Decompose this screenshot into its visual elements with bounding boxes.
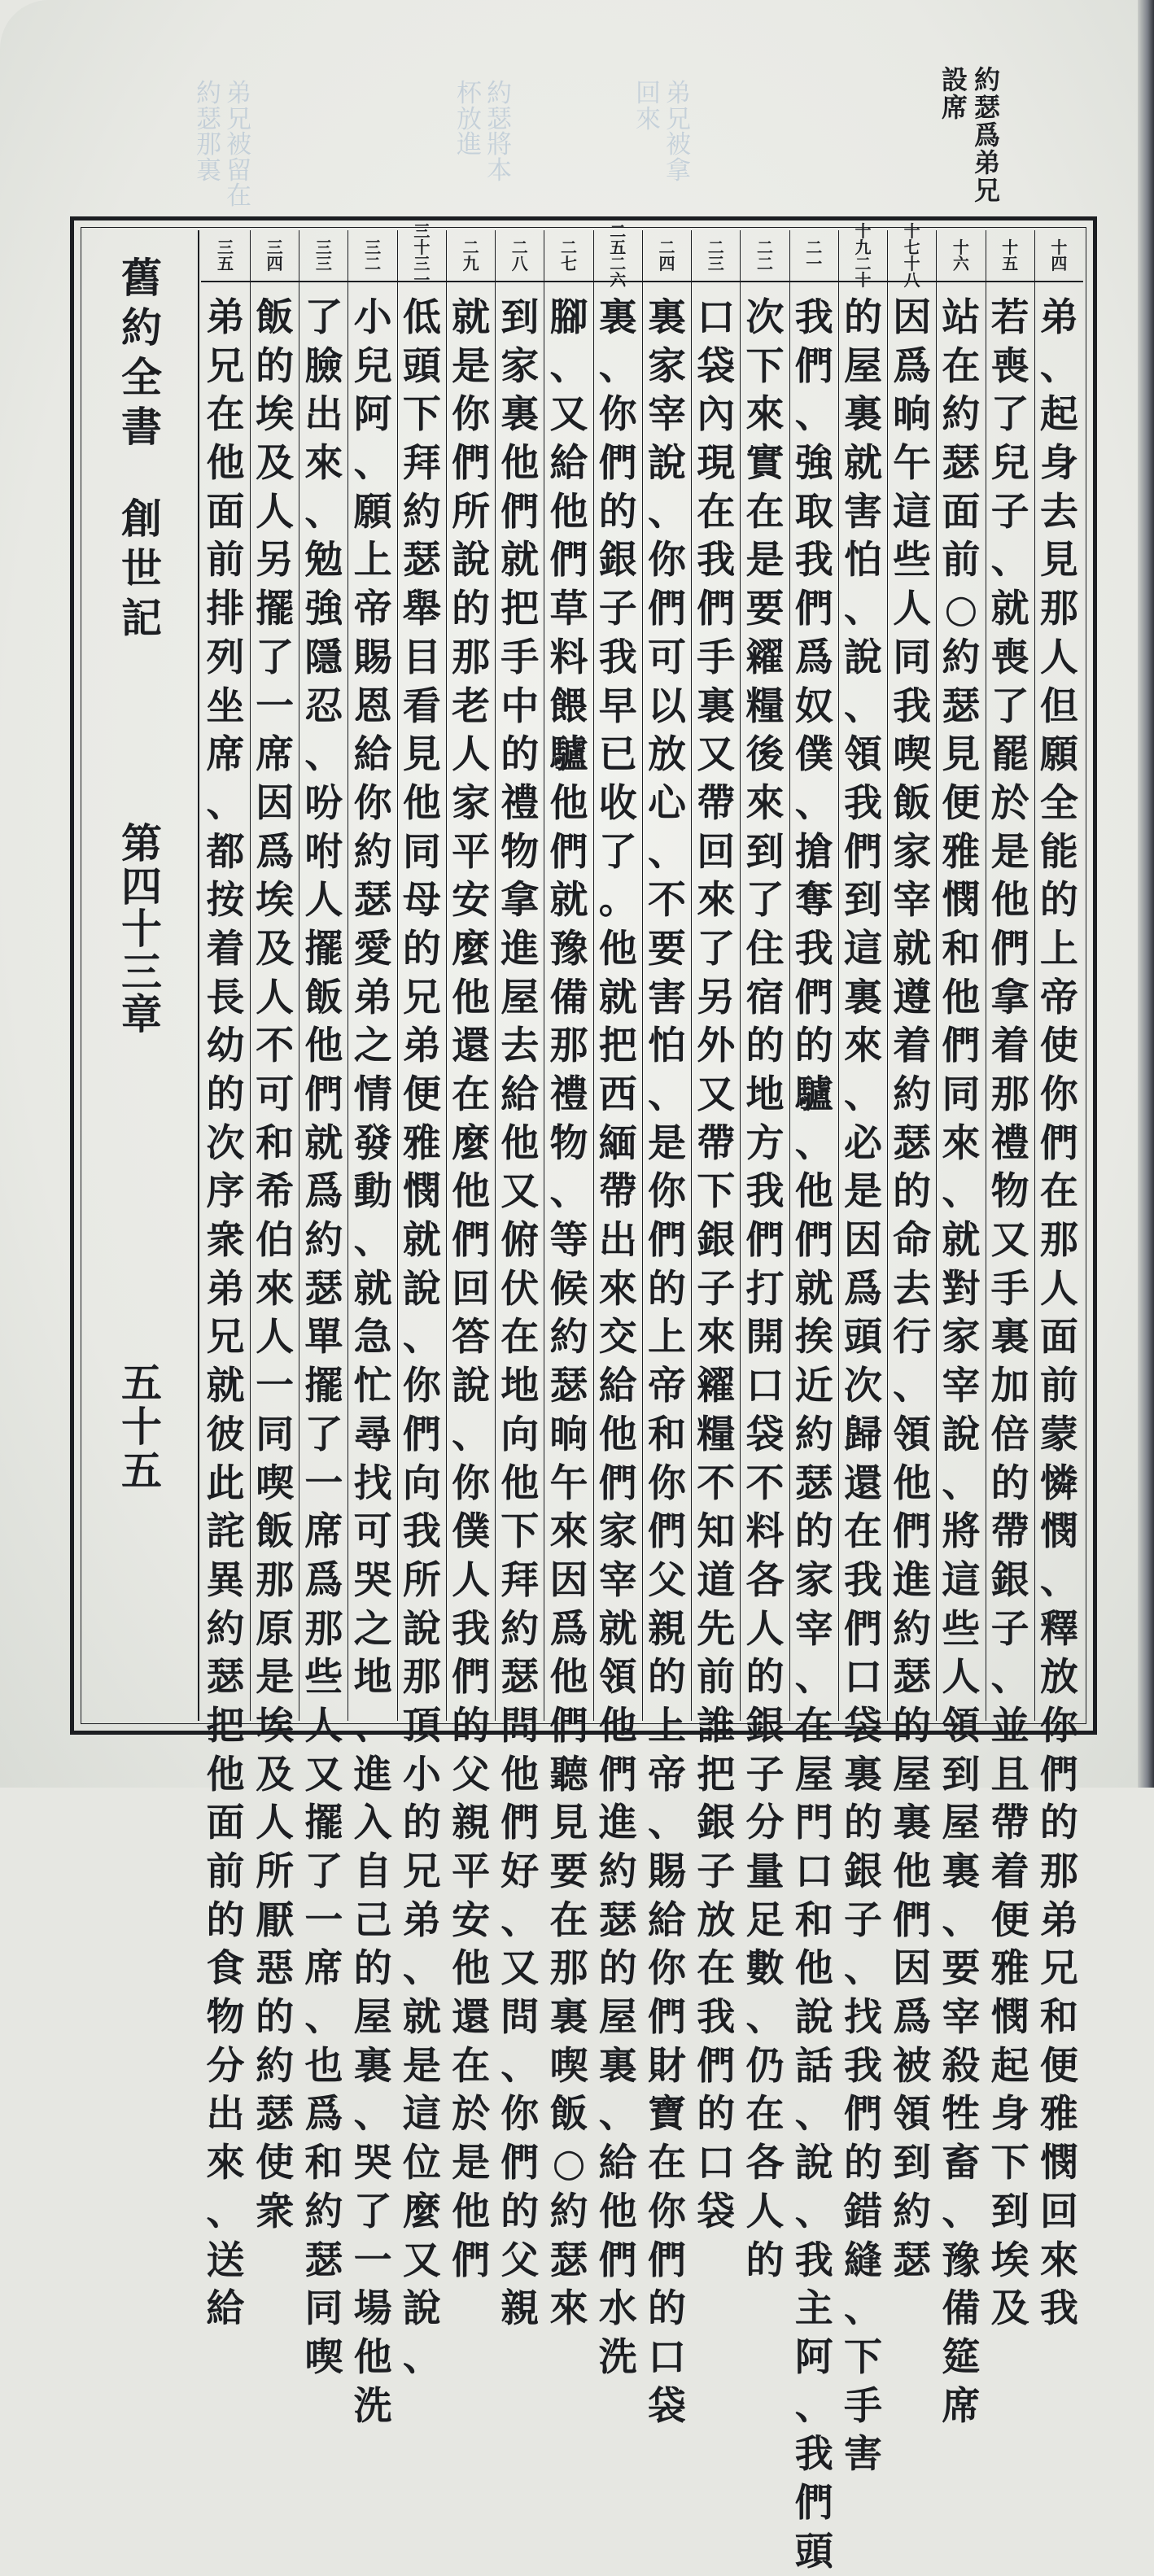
- text-frame: [70, 216, 1097, 2574]
- sidebar: [84, 230, 199, 1721]
- text-column: [201, 230, 250, 2332]
- verse-number-char: 七: [561, 254, 578, 273]
- text-column: [593, 221, 642, 2380]
- verse-number-char: 二: [756, 254, 773, 273]
- verse-number-char: 三: [216, 238, 234, 257]
- page-number-char: 五: [121, 1359, 162, 1407]
- verse-number-char: 五: [216, 254, 234, 273]
- verse-number-char: 四: [1051, 254, 1068, 273]
- page-number-char: 十: [121, 1403, 162, 1451]
- column-text: 腳 、 又 給 他 們 草 料 餵 驢 他 們 就 豫 備 那 禮 物 、 等 候 約 瑟 晌 午 來 因 爲 他 們 聽 見 要 在 那 裏 喫 飯 ○ 約 瑟 來: [549, 295, 588, 2332]
- verse-number-char: 五: [610, 238, 627, 257]
- title-char: 世: [121, 544, 162, 592]
- verse-number-char: 五: [1002, 254, 1019, 273]
- text-column: [789, 230, 838, 2574]
- show-through-text: [195, 81, 252, 210]
- verse-number-char: 二: [707, 238, 724, 257]
- verse-number: [839, 221, 887, 290]
- verse-number-char: 二: [610, 254, 627, 273]
- text-column: [446, 230, 495, 2283]
- verse-number-char: 一: [806, 254, 823, 273]
- text-columns: [201, 221, 1083, 2574]
- column-text: 就 是 你 們 所 說 的 那 老 人 家 平 安 麼 他 還 在 麼 他 們 回 答 說 、 你 僕 人 我 們 的 父 親 平 安 他 還 在 於 是 他 們: [452, 295, 491, 2283]
- verse-number-char: 十: [903, 254, 920, 273]
- verse-number: [986, 230, 1034, 282]
- verse-number: [251, 230, 299, 282]
- show-through-text: [635, 81, 692, 184]
- column-text: 弟 兄 在 他 面 前 排 列 坐 席 、 都 按 着 長 幼 的 次 序 衆 弟 兄 就 彼 此 詫 異 約 瑟 把 他 面 前 的 食 物 分 出 來 、 送 給: [206, 295, 245, 2332]
- page-number-char: 五: [121, 1447, 162, 1495]
- verse-number-char: 四: [658, 254, 675, 273]
- page-number: [120, 1361, 164, 1493]
- verse-number-char: 二: [511, 238, 528, 257]
- verse-number-char: 二: [756, 238, 773, 257]
- verse-number-char: 三: [413, 254, 431, 273]
- text-column: [544, 230, 592, 2332]
- chapter-heading: [120, 819, 164, 1038]
- column-text: 因 爲 晌 午 這 些 人 同 我 喫 飯 家 宰 就 遵 着 約 瑟 的 命 去 行 、 領 他 們 進 約 瑟 的 屋 裏 他 們 因 爲 被 領 到 約 瑟: [893, 295, 932, 2283]
- text-column: [495, 230, 544, 2332]
- verse-number: [594, 221, 642, 290]
- show-through-text: [456, 81, 513, 184]
- column-text: 小 兒 阿 、 願 上 帝 賜 恩 給 你 約 瑟 愛 弟 之 情 發 動 、 就 急 忙 尋 找 可 哭 之 地 、 進 入 自 己 的 屋 裏 、 哭 了 一 場 他 洗: [353, 295, 392, 2429]
- text-column: [887, 221, 936, 2283]
- column-text: 裏 家 宰 說 、 你 們 可 以 放 心 、 不 要 害 怕 、 是 你 們 的 上 帝 和 你 們 父 親 的 上 帝 、 賜 給 你 們 財 寶 在 你 們 的 口 袋: [648, 295, 686, 2429]
- ghost-line: 杯 放 進: [457, 79, 482, 160]
- verse-number: [201, 230, 250, 282]
- running-head-line: 設 席: [941, 64, 968, 123]
- column-text: 若 喪 了 兒 子 、 就 喪 了 罷 於 是 他 們 拿 着 那 禮 物 又 手 裏 加 倍 的 帶 銀 子 、 並 且 帶 着 便 雅 憫 起 身 下 到 埃 及: [990, 295, 1029, 2332]
- title-char: 創: [121, 495, 162, 543]
- ghost-line: 弟 兄 被 拿: [666, 79, 691, 186]
- text-column: [1034, 230, 1083, 2332]
- verse-number: [496, 230, 544, 282]
- verse-number-char: 九: [855, 238, 872, 257]
- column-text: 了 臉 出 來 、 勉 強 隱 忍 、 吩 咐 人 擺 飯 他 們 就 爲 約 瑟 單 擺 了 一 席 爲 那 些 人 又 擺 了 一 席 、 也 爲 和 約 瑟 同 喫: [304, 295, 343, 2380]
- column-text: 到 家 裏 他 們 就 把 手 中 的 禮 物 拿 進 屋 去 給 他 又 俯 伏 在 地 向 他 下 拜 約 瑟 問 他 們 好 、 又 問 、 你 們 的 父 親: [501, 295, 540, 2332]
- text-column: [986, 230, 1034, 2332]
- verse-number-char: 十: [903, 221, 920, 241]
- verse-number: [398, 221, 446, 290]
- chapter-char: 十: [121, 905, 162, 953]
- text-column: [397, 221, 446, 2380]
- verse-number-char: 十: [952, 238, 969, 257]
- chapter-char: 章: [121, 990, 162, 1038]
- verse-number-char: 三: [266, 238, 283, 257]
- title-char: 記: [121, 594, 162, 642]
- text-column: [299, 230, 348, 2380]
- column-text: 飯 的 埃 及 人 另 擺 了 一 席 因 爲 埃 及 人 不 可 和 希 伯 來 人 一 同 喫 飯 那 原 是 埃 及 人 所 厭 惡 的 約 瑟 使 衆: [256, 295, 295, 2234]
- text-column: [348, 230, 396, 2429]
- verse-number-char: 三: [315, 238, 332, 257]
- chapter-char: 四: [121, 862, 162, 910]
- verse-number: [937, 230, 985, 282]
- verse-number-char: 六: [610, 270, 627, 290]
- verse-number: [741, 230, 789, 282]
- column-text: 裏 、 你 們 的 銀 子 我 早 已 收 了 。 他 就 把 西 緬 帶 出 來 交 給 他 們 家 宰 就 領 他 們 進 約 瑟 的 屋 裏 、 給 他 們 水 洗: [598, 295, 637, 2380]
- verse-number: [299, 230, 348, 282]
- verse-number-char: 十: [413, 238, 431, 257]
- verse-number-char: 二: [658, 238, 675, 257]
- verse-number: [544, 230, 592, 282]
- chapter-char: 第: [121, 819, 162, 867]
- verse-number: [643, 230, 691, 282]
- verse-number-char: 十: [1002, 238, 1019, 257]
- verse-number: [790, 230, 838, 282]
- verse-number-char: 二: [462, 238, 479, 257]
- verse-number: [447, 230, 495, 282]
- verse-number-char: 十: [855, 270, 872, 290]
- verse-number-char: 三: [315, 254, 332, 273]
- column-text: 我 們 、 強 取 我 們 爲 奴 僕 、 搶 奪 我 們 的 驢 、 他 們 就 挨 近 約 瑟 的 家 宰 、 在 屋 門 口 和 他 說 話 、 說 、 我 主 阿 、 我 們 頭: [794, 295, 833, 2574]
- verse-number: [888, 221, 936, 290]
- column-text: 的 屋 裏 就 害 怕 、 說 、 領 我 們 到 這 裏 來 、 必 是 因 爲 頭 次 歸 還 在 我 們 口 袋 裏 的 銀 子 、 找 我 們 的 錯 縫 、 下 手 害: [843, 295, 882, 2478]
- title-gap: [120, 452, 164, 494]
- verse-number-char: 四: [266, 254, 283, 273]
- text-column: [936, 230, 985, 2429]
- verse-number: [692, 230, 740, 282]
- verse-number-char: 六: [952, 254, 969, 273]
- text-column: [740, 230, 789, 2283]
- verse-number-char: 二: [855, 254, 872, 273]
- column-text: 次 下 來 實 在 是 要 糴 糧 後 來 到 了 住 宿 的 地 方 我 們 打 開 口 袋 不 料 各 人 的 銀 子 分 量 足 數 、 仍 在 各 人 的: [745, 295, 785, 2283]
- text-column: [250, 230, 299, 2234]
- running-head-line: 約 瑟 爲 弟 兄: [973, 64, 1000, 206]
- verse-number-char: 一: [413, 270, 431, 290]
- text-column: [838, 221, 887, 2478]
- title-char: 舊: [121, 254, 162, 302]
- ghost-line: 回 來: [636, 79, 661, 134]
- verse-number-char: 三: [413, 221, 431, 241]
- verse-number-char: 十: [855, 221, 872, 241]
- verse-number-char: 七: [903, 238, 920, 257]
- verse-number: [1035, 230, 1083, 282]
- column-text: 低 頭 下 拜 約 瑟 舉 目 看 見 他 同 母 的 兄 弟 便 雅 憫 就 說 、 你 們 向 我 所 說 那 頂 小 的 兄 弟 、 就 是 這 位 麼 又 說 、: [402, 295, 441, 2380]
- verse-number: [348, 230, 396, 282]
- verse-number-char: 三: [365, 238, 382, 257]
- verse-number-char: 二: [610, 221, 627, 241]
- chapter-char: 三: [121, 947, 162, 996]
- title-char: 書: [121, 403, 162, 451]
- column-text: 口 袋 內 現 在 我 們 手 裏 又 帶 回 來 了 另 外 又 帶 下 銀 子 來 糴 糧 不 知 道 先 前 誰 把 銀 子 放 在 我 們 的 口 袋: [697, 295, 736, 2234]
- running-head: [936, 64, 1001, 221]
- verse-number-char: 十: [1051, 238, 1068, 257]
- ghost-line: 約 瑟 那 裏: [196, 79, 221, 186]
- verse-number-char: 三: [707, 254, 724, 273]
- verse-number-char: 二: [365, 254, 382, 273]
- column-text: 站 在 約 瑟 面 前 ○ 約 瑟 見 便 雅 憫 和 他 們 同 來 、 就 對 家 宰 說 、 將 這 些 人 領 到 屋 裏 、 要 宰 殺 牲 畜 、 豫 備 筵 席: [942, 295, 981, 2429]
- page-edge: [1138, 0, 1154, 1788]
- verse-number-char: 二: [806, 238, 823, 257]
- verse-number-char: 八: [903, 270, 920, 290]
- column-text: 弟 、 起 身 去 見 那 人 但 願 全 能 的 上 帝 使 你 們 在 那 人 面 前 蒙 憐 憫 、 釋 放 你 們 的 那 弟 兄 和 便 雅 憫 回 來 我: [1039, 295, 1078, 2332]
- ghost-line: 約 瑟 將 本: [487, 79, 512, 186]
- text-column: [691, 230, 740, 2234]
- verse-number-char: 九: [462, 254, 479, 273]
- verse-number-char: 二: [561, 238, 578, 257]
- text-column: [642, 230, 691, 2429]
- book-title: [120, 253, 164, 643]
- ghost-line: 弟 兄 被 留 在: [226, 79, 251, 212]
- title-char: 全: [121, 353, 162, 401]
- title-char: 約: [121, 303, 162, 351]
- verse-number-char: 八: [511, 254, 528, 273]
